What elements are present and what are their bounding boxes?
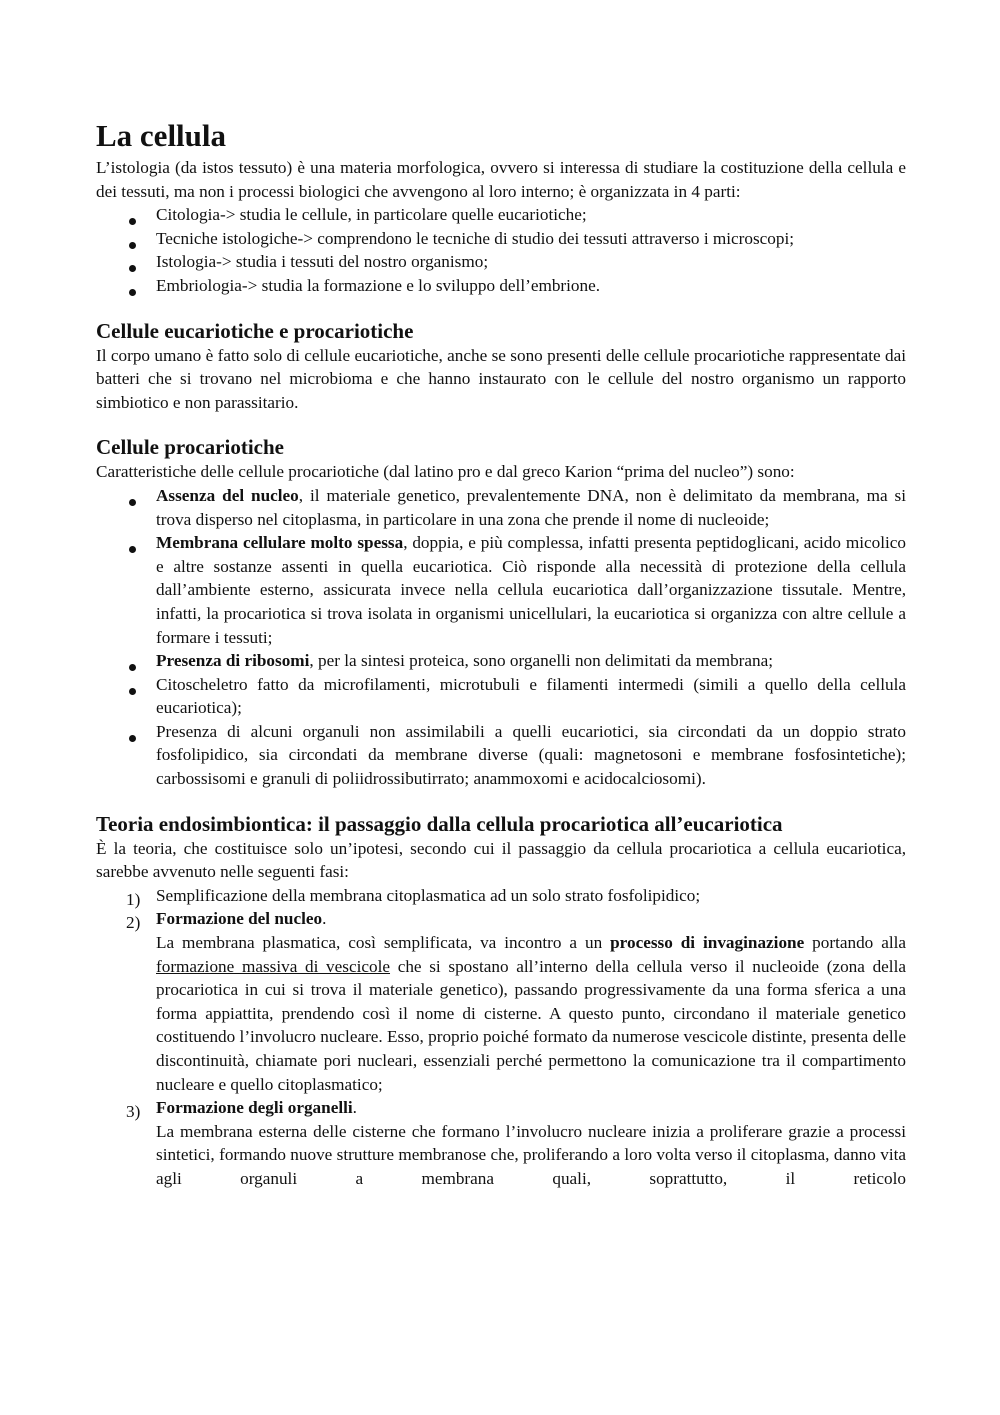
list-item bbox=[96, 484, 906, 531]
list-item bbox=[96, 884, 906, 908]
item-bold: processo di invaginazione bbox=[610, 933, 805, 953]
item-text: Presenza di alcuni organuli non assimilabili a quelli eucariotici, sia circondati da un doppio strato fosfolipidico, sia circondati da membrane diverse (quali: magnetosoni e membrane fosfosintetiche); carbossisomi e granuli di poliidrossibutirrato; anammoxomi e acidocalciosomi). bbox=[156, 721, 906, 789]
item-underline: formazione massiva di vescicole bbox=[156, 956, 391, 976]
section-paragraph: Il corpo umano è fatto solo di cellule eucariotiche, anche se sono presenti delle cellule procariotiche rappresentate dai batteri che si trovano nel microbioma e che hanno instaurato con le cellule del nostro organismo un rapporto simbiotico e non parassitario. bbox=[96, 345, 906, 412]
prokaryotic-features-list bbox=[96, 484, 906, 791]
item-title-line bbox=[156, 907, 906, 931]
item-bold: Formazione del nucleo bbox=[156, 909, 323, 929]
section-intro: È la teoria, che costituisce solo un’ipotesi, secondo cui il passaggio da cellula procariotica a cellula eucariotica, sarebbe avvenuto nelle seguenti fasi: bbox=[96, 838, 906, 882]
item-punctuation: . bbox=[322, 909, 327, 929]
item-text: Semplificazione della membrana citoplasmatica ad un solo strato fosfolipidico; bbox=[156, 885, 701, 905]
list-item bbox=[96, 649, 906, 673]
section-heading: Cellule eucariotiche e procariotiche bbox=[96, 318, 414, 343]
list-item bbox=[96, 673, 906, 720]
list-item: Tecniche istologiche-> comprendono le tecniche di studio dei tessuti attraverso i microscopi; bbox=[96, 227, 906, 251]
item-text: , per la sintesi proteica, sono organelli non delimitati da membrana; bbox=[309, 651, 774, 671]
list-item: Citologia-> studia le cellule, in particolare quelle eucariotiche; bbox=[96, 203, 906, 227]
phases-list bbox=[96, 884, 906, 1191]
item-text: che si spostano all’interno della cellula verso il nucleoide (zona della procariotica in cui si trova il materiale genetico), passando progressivamente da una forma sferica a una forma appiattita, prendendo così il nome di cisterne. A questo punto, circondano il materiale genetico costituendo l’involucro nucleare. Esso, proprio poiché formato da numerose vescicole distinte, presenta delle discontinuità, chiamate pori nucleari, essenziali perché permettono la comunicazione tra il compartimento nucleare e quello citoplasmatico; bbox=[156, 956, 906, 1094]
page-title: La cellula bbox=[96, 118, 227, 153]
list-item bbox=[96, 720, 906, 791]
item-text: , il materiale genetico, prevalentemente DNA, non è delimitato da membrana, ma si trova disperso nel citoplasma, in particolare in una zona che prende il nome di nucleoide; bbox=[156, 485, 906, 529]
item-text: Citoscheletro fatto da microfilamenti, microtubuli e filamenti intermedi (simili a quello della cellula eucariotica); bbox=[156, 674, 906, 718]
parts-list bbox=[96, 203, 906, 297]
item-bold: Formazione degli organelli bbox=[156, 1098, 353, 1118]
intro-paragraph: L’istologia (da istos tessuto) è una materia morfologica, ovvero si interessa di studiare la costituzione della cellula e dei tessuti, ma non i processi biologici che avvengono al loro interno; è organizzata in 4 parti: bbox=[96, 158, 906, 201]
list-item bbox=[96, 1096, 906, 1190]
item-text: La membrana plasmatica, così semplificata, va incontro a un bbox=[156, 933, 611, 953]
item-paragraph: La membrana esterna delle cisterne che formano l’involucro nucleare inizia a proliferare grazie a processi sintetici, formando nuove strutture membranose che, proliferando a loro volta verso il citoplasma, danno vita agli organuli a membrana quali, soprattutto, il reticolo bbox=[156, 1121, 906, 1188]
item-text: portando alla bbox=[804, 933, 906, 953]
document-page bbox=[96, 118, 906, 1191]
section-prokaryotic bbox=[96, 435, 906, 790]
list-item bbox=[96, 531, 906, 649]
item-number: 3) bbox=[126, 1102, 141, 1122]
item-bold: Presenza di ribosomi bbox=[156, 651, 310, 671]
list-item bbox=[96, 907, 906, 1096]
item-title-line bbox=[156, 1096, 906, 1120]
section-heading: Cellule procariotiche bbox=[96, 435, 284, 460]
item-text: , doppia, e più complessa, infatti presenta peptidoglicani, acido micolico e altre sostanze assenti in quella eucariotica. Ciò risponde alla necessità di protezione della cellula dall’ambiente esterno, assicurata invece nella cellula eucariotica dall’organizzazione tissutale. Mentre, infatti, la procariotica si trova isolata in organismi unicellulari, la eucariotica si organizza con altre cellule a formare i tessuti; bbox=[156, 533, 906, 647]
item-bold: Assenza del nucleo bbox=[156, 485, 299, 505]
section-eukaryotic-prokaryotic bbox=[96, 319, 906, 415]
section-endosymbiotic bbox=[96, 812, 906, 1191]
item-bold: Membrana cellulare molto spessa bbox=[156, 533, 404, 553]
item-number: 1) bbox=[126, 889, 141, 909]
section-intro: Caratteristiche delle cellule procariotiche (dal latino pro e dal greco Karion “prima del nucleo”) sono: bbox=[96, 462, 795, 482]
item-punctuation: . bbox=[352, 1098, 357, 1118]
item-paragraph bbox=[156, 931, 906, 1096]
list-item: Istologia-> studia i tessuti del nostro organismo; bbox=[96, 250, 906, 274]
item-number: 2) bbox=[126, 913, 141, 933]
list-item: Embriologia-> studia la formazione e lo sviluppo dell’embrione. bbox=[96, 274, 906, 298]
section-heading: Teoria endosimbiontica: il passaggio dalla cellula procariotica all’eucariotica bbox=[96, 811, 783, 836]
